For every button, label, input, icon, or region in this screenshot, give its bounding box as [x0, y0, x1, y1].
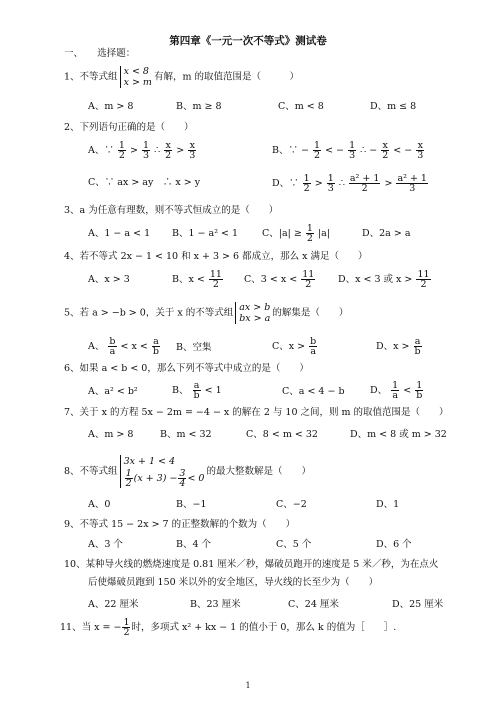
- option-c: C、8 < m < 32: [246, 429, 318, 440]
- option-a: A、22 厘米: [88, 599, 139, 610]
- fraction: [396, 174, 428, 193]
- option-c: C、24 厘米: [288, 599, 339, 610]
- option-b: B、4 个: [176, 539, 212, 550]
- page-title: 第四章《一元一次不等式》测试卷: [169, 35, 327, 47]
- numerator: b: [109, 336, 116, 347]
- option-d: D、1: [376, 499, 400, 510]
- system-line: x > m: [123, 77, 152, 88]
- question-text: 不等式组: [79, 466, 118, 477]
- question-number: 8、: [64, 466, 80, 477]
- option-b: [272, 141, 425, 160]
- option-b: B、m < 32: [160, 429, 212, 440]
- fraction: [381, 141, 389, 160]
- question-text: a 为任意有理数，则不等式恒成立的是（ ）: [79, 205, 279, 216]
- numerator: 1: [142, 140, 150, 151]
- denominator: b: [414, 346, 421, 357]
- option-c: C、∵ ax > ay ∴ x > y: [88, 177, 201, 188]
- numerator: 1: [392, 380, 399, 391]
- denominator: 2: [212, 279, 219, 290]
- denominator: a: [392, 390, 399, 401]
- option-d: [370, 381, 424, 400]
- section-heading: 一、 选择题：: [64, 48, 136, 59]
- system-line: 3x + 1 < 4: [123, 456, 176, 467]
- option-a: A、m > 8: [88, 101, 134, 112]
- inequality-system: [120, 455, 205, 488]
- numerator: a: [414, 336, 421, 347]
- operator: < 1: [204, 385, 222, 396]
- question-text: 关于 x 的方程 5x − 2m = −4 − x 的解在 2 与 10 之间，则 m 的取值范围是（ ）: [79, 407, 449, 418]
- option-label: B、: [172, 385, 189, 396]
- question-3: [64, 204, 278, 217]
- denominator: 3: [142, 150, 150, 161]
- fraction: [391, 381, 399, 400]
- fraction: [327, 174, 335, 193]
- option-c: C、a < 4 − b: [282, 386, 345, 397]
- fraction: [142, 141, 150, 160]
- denominator: 2: [306, 233, 313, 244]
- option-c: [262, 224, 330, 243]
- option-a: A、a² < b²: [88, 386, 138, 397]
- option-c: C、m < 8: [278, 101, 324, 112]
- system-line: ax > b: [239, 302, 271, 313]
- option-label: D、: [370, 385, 388, 396]
- question-number: 10、: [64, 559, 86, 570]
- fraction: [209, 270, 223, 289]
- question-text: 不等式 15 − 2x > 7 的正整数解的个数为（ ）: [79, 519, 296, 530]
- fraction: [348, 141, 356, 160]
- numerator: b: [310, 336, 317, 347]
- question-4: [64, 250, 368, 263]
- question-number: 7、: [64, 407, 80, 418]
- option-d: D、2a > a: [362, 228, 411, 239]
- option-d: D、6 个: [376, 539, 412, 550]
- numerator: 1: [306, 223, 313, 234]
- option-label: C、|a| ≥: [262, 228, 302, 239]
- system-line: (x + 3) −: [133, 473, 178, 484]
- question-8: [64, 455, 311, 488]
- denominator: 2: [420, 279, 427, 290]
- operator: |a|: [317, 228, 331, 239]
- option-a: A、0: [88, 499, 111, 510]
- question-5: [64, 302, 348, 324]
- question-number: 6、: [64, 363, 80, 374]
- numerator: 1: [416, 380, 423, 391]
- question-number: 9、: [64, 519, 80, 530]
- operator: >: [176, 145, 185, 156]
- fraction: [309, 337, 317, 356]
- option-label: B、x <: [172, 274, 205, 285]
- option-d: [338, 270, 432, 289]
- question-text: 如果 a < b < 0，那么下列不等式中成立的是（ ）: [79, 363, 309, 374]
- denominator: 2: [303, 183, 310, 194]
- option-d: [376, 337, 423, 356]
- question-text: 若不等式 2x − 1 < 10 和 x + 3 > 6 都成立，那么 x 满足（ ）: [79, 251, 368, 262]
- option-b: B、−1: [176, 499, 207, 510]
- denominator: 2: [361, 183, 368, 194]
- denominator: 2: [123, 627, 130, 638]
- denominator: 3: [349, 150, 356, 161]
- numerator: x: [189, 140, 195, 151]
- option-a: [88, 141, 197, 160]
- numerator: 1: [303, 173, 310, 184]
- option-d: D、m ≤ 8: [370, 101, 417, 112]
- numerator: a² + 1: [397, 173, 427, 184]
- option-a: A、1 − a < 1: [88, 228, 151, 239]
- denominator: 3: [417, 150, 424, 161]
- denominator: a: [109, 346, 116, 357]
- fraction: [416, 141, 424, 160]
- question-text: 时，多项式 x² + kx − 1 的值小于 0，那么 k 的值为［ ］.: [131, 622, 397, 633]
- fraction: [108, 337, 116, 356]
- option-a: [88, 337, 161, 356]
- question-text: 若 a > −b > 0，关于 x 的不等式组: [79, 307, 234, 319]
- denominator: 3: [409, 183, 416, 194]
- option-c: [272, 337, 318, 356]
- question-text: 下列语句正确的是（ ）: [79, 122, 194, 133]
- option-label: B、∵ −: [272, 145, 309, 156]
- fraction: [193, 381, 201, 400]
- fraction: [188, 141, 196, 160]
- question-text: 某种导火线的燃烧速度是 0.81 厘米／秒，爆破员跑开的速度是 5 米／秒，为在点火: [85, 559, 439, 570]
- question-10-continued: 后使爆破员跑到 150 米以外的安全地区，导火线的长至少为（ ）: [88, 577, 379, 588]
- numerator: x: [417, 140, 423, 151]
- option-b: [172, 270, 224, 289]
- option-d: [272, 174, 429, 193]
- question-11: [60, 618, 396, 637]
- numerator: x: [165, 140, 171, 151]
- question-1: [64, 66, 299, 88]
- question-6: [64, 362, 309, 375]
- fraction: [125, 469, 133, 488]
- fraction: [152, 337, 160, 356]
- option-d: D、m < 8 或 m > 32: [350, 429, 447, 440]
- numerator: a: [153, 336, 159, 347]
- denominator: 2: [125, 478, 132, 489]
- question-10: [64, 558, 438, 571]
- option-label: A、: [88, 341, 105, 352]
- denominator: 2: [118, 150, 125, 161]
- option-c: C、−2: [276, 499, 307, 510]
- system-line: < 0: [187, 473, 205, 484]
- question-text: 的解集是（ ）: [272, 307, 349, 319]
- system-line: x < 8: [123, 66, 149, 77]
- question-number: 4、: [64, 251, 80, 262]
- fraction: [301, 270, 315, 289]
- denominator: 2: [305, 279, 312, 290]
- page-number: 1: [245, 681, 251, 690]
- option-a: A、m > 8: [88, 429, 134, 440]
- denominator: 2: [165, 150, 172, 161]
- option-b: B、23 厘米: [190, 599, 241, 610]
- fraction: [164, 141, 172, 160]
- question-number: 3、: [64, 205, 80, 216]
- denominator: b: [416, 390, 423, 401]
- numerator: 1: [123, 617, 130, 628]
- operator: >: [384, 178, 393, 189]
- fraction: [178, 469, 186, 488]
- numerator: x: [382, 140, 388, 151]
- question-number: 2、: [64, 122, 80, 133]
- question-7: [64, 406, 449, 419]
- numerator: 1: [327, 173, 334, 184]
- option-label: C、3 < x <: [244, 274, 298, 285]
- inequality-system: [235, 302, 270, 324]
- inequality-system: [120, 66, 152, 88]
- question-number: 11、: [60, 622, 82, 633]
- question-text: 不等式组: [79, 71, 118, 83]
- denominator: 4: [179, 478, 186, 489]
- numerator: a² + 1: [349, 173, 380, 184]
- question-9: [64, 518, 295, 531]
- option-label: D、x < 3 或 x >: [338, 274, 413, 285]
- denominator: 3: [327, 183, 334, 194]
- denominator: b: [193, 390, 200, 401]
- question-number: 1、: [64, 71, 80, 83]
- option-b: B、空集: [176, 342, 212, 353]
- fraction: [415, 381, 423, 400]
- operator: <: [403, 385, 412, 396]
- operator: >: [314, 178, 323, 189]
- numerator: 1: [125, 468, 132, 479]
- option-label: D、x >: [376, 341, 410, 352]
- option-label: D、∵: [272, 178, 299, 189]
- denominator: 3: [189, 150, 196, 161]
- option-c: [244, 270, 316, 289]
- operator: < −: [325, 145, 345, 156]
- question-text: 有解，m 的取值范围是（ ）: [153, 71, 299, 83]
- option-a: A、x > 3: [88, 274, 130, 285]
- option-label: C、x >: [272, 341, 306, 352]
- fraction: [313, 141, 321, 160]
- fraction: [122, 618, 130, 637]
- fraction: [414, 337, 422, 356]
- option-d: D、25 厘米: [392, 599, 444, 610]
- operator: < −: [393, 145, 413, 156]
- operator: ∴: [154, 145, 161, 156]
- option-label: A、∵: [88, 145, 114, 156]
- numerator: 3: [179, 468, 186, 479]
- option-b: [172, 381, 222, 400]
- operator: ∴ −: [360, 145, 378, 156]
- operator: >: [129, 145, 138, 156]
- numerator: 11: [209, 269, 222, 280]
- question-number: 5、: [64, 307, 80, 319]
- numerator: 1: [314, 140, 321, 151]
- numerator: 1: [118, 140, 125, 151]
- fraction: [349, 174, 381, 193]
- numerator: 11: [417, 269, 430, 280]
- denominator: 2: [382, 150, 389, 161]
- question-text: 的最大整数解是（ ）: [206, 466, 311, 477]
- fraction: [306, 224, 314, 243]
- option-c: C、5 个: [276, 539, 312, 550]
- numerator: 1: [349, 140, 356, 151]
- question-2: [64, 121, 194, 134]
- operator: < x <: [120, 341, 148, 352]
- numerator: 11: [302, 269, 315, 280]
- denominator: b: [152, 346, 159, 357]
- question-text: 当 x = −: [81, 622, 122, 633]
- fraction: [303, 174, 311, 193]
- option-b: B、1 − a² < 1: [172, 228, 239, 239]
- operator: ∴: [338, 178, 345, 189]
- numerator: a: [193, 380, 200, 391]
- system-line: bx > a: [239, 313, 271, 324]
- fraction: [416, 270, 430, 289]
- denominator: a: [310, 346, 317, 357]
- option-a: A、3 个: [88, 539, 123, 550]
- denominator: 2: [314, 150, 321, 161]
- fraction: [118, 141, 126, 160]
- option-b: B、m ≥ 8: [176, 101, 222, 112]
